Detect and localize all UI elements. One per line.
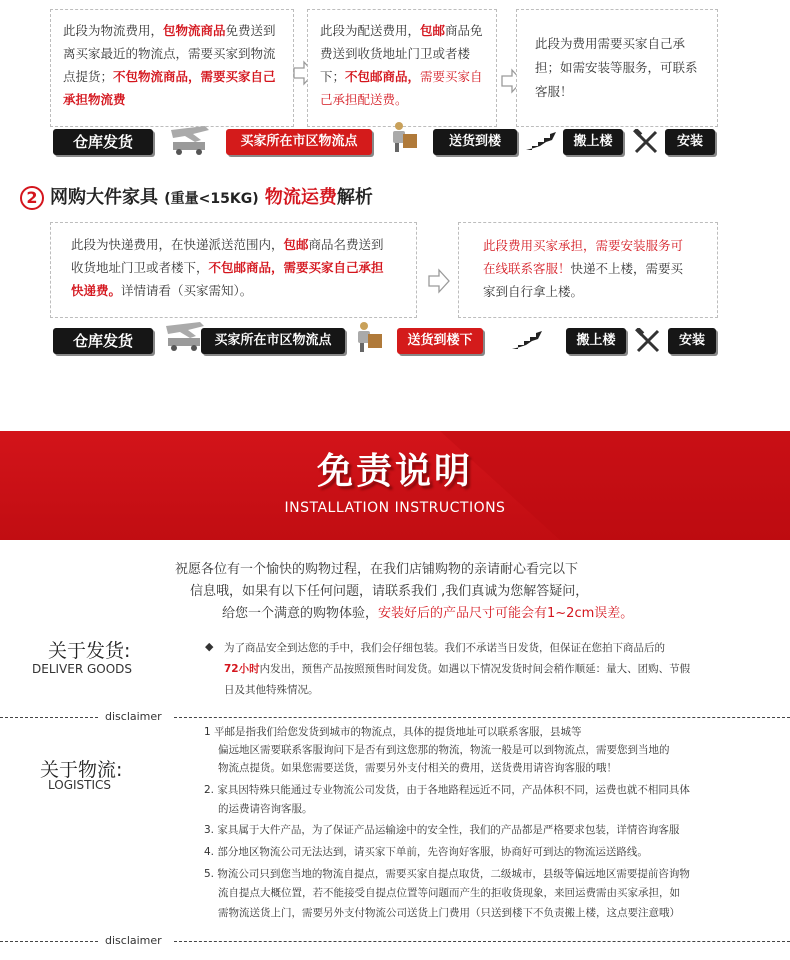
banner-title: 免责说明 <box>316 451 473 492</box>
title-weight: (重量<15KG) <box>164 191 259 207</box>
logistics-line: 的运费请咨询客服。 <box>218 803 313 815</box>
text: 免费送到离买家最近的物流点，需要买家到物流点提货； <box>63 23 276 84</box>
banner-subtitle: INSTALLATION INSTRUCTIONS <box>284 500 506 516</box>
section-title <box>20 183 373 210</box>
logistics-label-en: LOGISTICS <box>48 778 112 792</box>
section-number: 2 <box>20 186 44 210</box>
deliver-line-2 <box>224 659 690 680</box>
disclaimer-text: disclaimer <box>102 934 165 947</box>
fee-box-delivery <box>307 9 497 127</box>
title-highlight: 物流运费 <box>264 187 337 208</box>
intro-line-1: 祝愿各位有一个愉快的购物过程，在我们店铺购物的亲请耐心看完以下 <box>175 562 579 577</box>
deliver-line-1: 为了商品安全到达您的手中，我们会仔细包装。我们不承诺当日发货，但保证在您拍下商品后的 <box>224 642 665 654</box>
deliver-label: 关于发货: <box>48 640 131 662</box>
highlight: 安装好后的产品尺寸可能会有1~2cm误差。 <box>378 606 634 621</box>
airplane-truck-icon <box>165 124 217 156</box>
highlight: 不包物流商品，需要买家自己承担物流费 <box>63 69 276 107</box>
fee-box-buyer <box>516 9 718 127</box>
step-downstairs: 送货到楼下 <box>433 129 517 155</box>
highlight: 包物流商品 <box>163 23 226 38</box>
stairs-icon <box>510 329 544 351</box>
disclaimer-text: disclaimer <box>102 710 165 723</box>
highlight: 72小时 <box>224 663 260 675</box>
logistics-line: 1 平邮是指我们给您发货到城市的物流点，具体的提货地址可以联系客服，县城等 <box>204 726 582 738</box>
text: 商品名费送到收货地址门卫或者楼下， <box>71 237 384 275</box>
step-local-logistics: 买家所在市区物流点 <box>226 129 372 155</box>
fee-box-buyer-2 <box>458 222 718 318</box>
highlight: 包邮 <box>420 23 446 38</box>
text: 此段为物流费用， <box>63 23 164 38</box>
step-downstairs: 送货到楼下 <box>397 328 483 354</box>
logistics-line: 物流点提货。如果您需要送货，需要另外支付相关的费用，送货费用请咨询客服的哦！ <box>218 762 617 774</box>
highlight: 包邮 <box>283 237 309 252</box>
title-text: 网购大件家具 <box>50 187 158 208</box>
fee-box-express <box>50 222 417 318</box>
text: 详情请看（买家需知）。 <box>121 283 253 298</box>
logistics-line: 2. 家具因特殊只能通过专业物流公司发货，由于各地路程远近不同，产品体积不同，运费也就不相同具体 <box>204 784 690 796</box>
title-text: 解析 <box>336 187 373 208</box>
intro-line-3 <box>222 602 633 625</box>
highlight: 不包邮商品，需要买家自己承担快递费。 <box>71 260 384 298</box>
step-warehouse: 仓库发货 <box>53 328 153 354</box>
step-install: 安装 <box>668 328 716 354</box>
stairs-icon <box>524 130 558 152</box>
diamond-bullet-icon: ◆ <box>205 640 214 653</box>
logistics-line: 3. 家具属于大件产品，为了保证产品运输途中的安全性，我们的产品都是严格要求包装，详情咨询客服 <box>204 824 680 836</box>
arrow-right-icon <box>427 268 451 294</box>
logistics-label: 关于物流: <box>40 759 123 781</box>
deliver-label-en: DELIVER GOODS <box>32 662 133 676</box>
text: 此段为费用需要买家自己承担；如需安装等服务，可联系客服！ <box>535 36 698 99</box>
text: 商品免费送到收货地址门卫或者楼下； <box>320 23 483 84</box>
highlight: 不包邮商品， <box>345 69 421 84</box>
step-upstairs: 搬上楼 <box>566 328 626 354</box>
delivery-person-icon <box>387 120 421 154</box>
delivery-person-icon <box>352 320 386 354</box>
logistics-line: 需物流送货上门，需要另外支付物流公司送货上门费用（只送到楼下不负责搬上楼，这点要注意哦） <box>218 907 680 919</box>
logistics-line: 偏远地区需要联系客服询问下是否有到这您那的物流，物流一般是可以到物流点，需要您到当地的 <box>218 744 670 756</box>
disclaimer-divider <box>0 934 790 948</box>
text: 快递不上楼，需要买家到自行拿上楼。 <box>483 261 684 299</box>
text: 给您一个满意的购物体验， <box>222 606 379 621</box>
logistics-line: 5. 物流公司只到您当地的物流自提点，需要买家自提点取货，二级城市，县级等偏远地区需要提前咨询物 <box>204 868 690 880</box>
step-upstairs: 搬上楼 <box>563 129 623 155</box>
logistics-line: 4. 部分地区物流公司无法达到，请买家下单前，先咨询好客服，协商好可到达的物流运送路线。 <box>204 846 648 858</box>
highlight: 此段费用买家承担，需要安装服务可在线联系客服！ <box>483 238 684 276</box>
text: 内发出，预售产品按照预售时间发货。如遇以下情况发货时间会稍作顺延：量大、团购、节假 <box>259 663 691 675</box>
step-install: 安装 <box>665 129 715 155</box>
fee-box-logistics <box>50 9 294 127</box>
step-local-logistics: 买家所在市区物流点 <box>201 328 345 354</box>
intro-line-2: 信息哦，如果有以下任何问题，请联系我们 ,我们真诚为您解答疑问， <box>190 584 589 599</box>
logistics-line: 流自提点大概位置，若不能接受自提点位置等问题而产生的拒收货现象，来回运费需由买家承担，如 <box>218 887 680 899</box>
text: 此段为快递费用，在快递派送范围内， <box>71 237 284 252</box>
step-warehouse: 仓库发货 <box>53 129 153 155</box>
text: 此段为配送费用， <box>320 23 421 38</box>
tools-icon <box>635 328 661 354</box>
tools-icon <box>633 129 659 155</box>
deliver-line-3: 日及其他特殊情况。 <box>224 684 319 696</box>
highlight: 需要买家自己承担配送费。 <box>320 69 483 107</box>
